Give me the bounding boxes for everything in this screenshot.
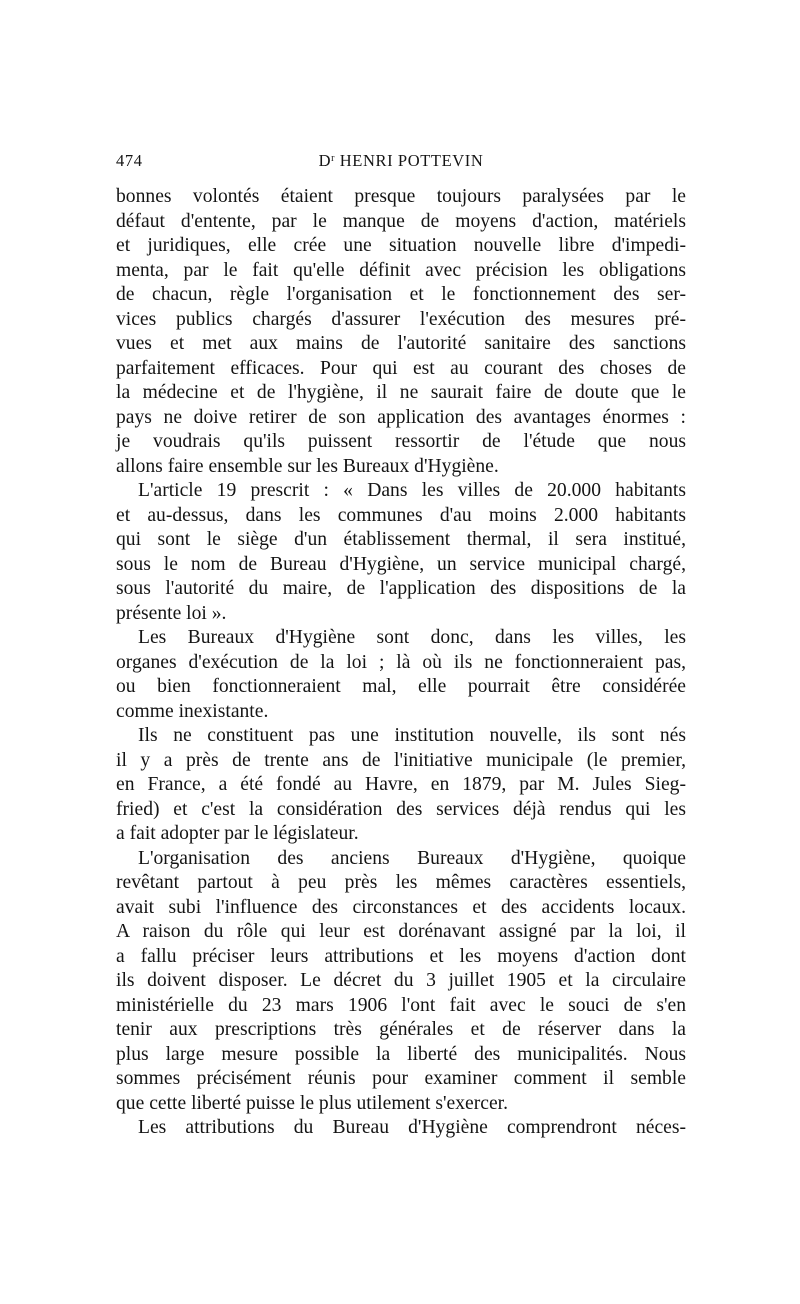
text-line: sommes précisément réunis pour examiner comment il semble bbox=[116, 1068, 686, 1089]
text-line: Les Bureaux d'Hygiène sont donc, dans les villes, les bbox=[138, 627, 686, 648]
text-line: menta, par le fait qu'elle définit avec précision les obligations bbox=[116, 259, 686, 281]
title-prefix: D bbox=[318, 151, 332, 170]
paragraph bbox=[116, 847, 686, 1117]
text-line: Les attributions du Bureau d'Hygiène comprendront néces- bbox=[138, 1117, 686, 1138]
text-line: a fait adopter par le législateur. bbox=[116, 823, 359, 844]
text-line: il y a près de trente ans de l'initiative municipale (le premier, bbox=[116, 749, 686, 771]
paragraph bbox=[116, 1116, 686, 1141]
paragraph bbox=[116, 185, 686, 479]
text-line: et au-dessus, dans les communes d'au moins 2.000 habitants bbox=[116, 504, 686, 526]
paragraph bbox=[116, 626, 686, 724]
text-line: plus large mesure possible la liberté des municipalités. Nous bbox=[116, 1043, 686, 1065]
text-line: a fallu préciser leurs attributions et les moyens d'action dont bbox=[116, 945, 686, 967]
body-text bbox=[116, 185, 686, 1141]
text-line: sous l'autorité du maire, de l'application des dispositions de la bbox=[116, 578, 686, 599]
text-line: revêtant partout à peu près les mêmes caractères essentiels, bbox=[116, 872, 686, 893]
paragraph bbox=[116, 724, 686, 847]
title-superscript: r bbox=[331, 153, 336, 164]
paragraph bbox=[116, 479, 686, 626]
text-line: et juridiques, elle crée une situation nouvelle libre d'impedi- bbox=[116, 235, 686, 256]
text-line: ils doivent disposer. Le décret du 3 juillet 1905 et la circulaire bbox=[116, 970, 686, 991]
text-line: avait subi l'influence des circonstances et des accidents locaux. bbox=[116, 896, 686, 918]
text-line: fried) et c'est la considération des services déjà rendus qui les bbox=[116, 798, 686, 820]
text-line: ou bien fonctionneraient mal, elle pourrait être considérée bbox=[116, 676, 686, 697]
text-line: sous le nom de Bureau d'Hygiène, un service municipal chargé, bbox=[116, 553, 686, 575]
text-line: de chacun, règle l'organisation et le fonctionnement des ser- bbox=[116, 284, 686, 305]
text-line: défaut d'entente, par le manque de moyens d'action, matériels bbox=[116, 210, 686, 232]
text-line: organes d'exécution de la loi ; là où ils ne fonctionneraient pas, bbox=[116, 651, 686, 673]
text-line: que cette liberté puisse le plus utilement s'exercer. bbox=[116, 1092, 508, 1114]
text-line: Ils ne constituent pas une institution nouvelle, ils sont nés bbox=[138, 725, 686, 746]
running-head bbox=[116, 151, 686, 173]
text-line: comme inexistante. bbox=[116, 700, 269, 722]
text-line: ministérielle du 23 mars 1906 l'ont fait avec le souci de s'en bbox=[116, 994, 686, 1016]
text-line: bonnes volontés étaient presque toujours paralysées par le bbox=[116, 186, 686, 207]
text-line: en France, a été fondé au Havre, en 1879, par M. Jules Sieg- bbox=[116, 774, 686, 795]
page-number: 474 bbox=[116, 151, 143, 170]
text-line: qui sont le siège d'un établissement thermal, il sera institué, bbox=[116, 529, 686, 550]
text-line: présente loi ». bbox=[116, 602, 227, 624]
text-line: pays ne doive retirer de son application des avantages énormes : bbox=[116, 406, 686, 428]
text-line: vues et met aux mains de l'autorité sanitaire des sanctions bbox=[116, 333, 686, 354]
text-line: L'organisation des anciens Bureaux d'Hygiène, quoique bbox=[138, 847, 686, 869]
text-line: vices publics chargés d'assurer l'exécution des mesures pré- bbox=[116, 308, 686, 330]
text-line: la médecine et de l'hygiène, il ne saurait faire de doute que le bbox=[116, 382, 686, 403]
text-line: je voudrais qu'ils puissent ressortir de l'étude que nous bbox=[116, 431, 686, 452]
running-title bbox=[116, 151, 686, 171]
text-line: A raison du rôle qui leur est dorénavant assigné par la loi, il bbox=[116, 921, 686, 942]
text-line: allons faire ensemble sur les Bureaux d'Hygiène. bbox=[116, 455, 499, 477]
title-author: HENRI POTTEVIN bbox=[335, 151, 484, 170]
text-line: parfaitement efficaces. Pour qui est au courant des choses de bbox=[116, 357, 686, 379]
text-line: L'article 19 prescrit : « Dans les villes de 20.000 habitants bbox=[138, 480, 686, 501]
text-line: tenir aux prescriptions très générales et de réserver dans la bbox=[116, 1019, 686, 1040]
